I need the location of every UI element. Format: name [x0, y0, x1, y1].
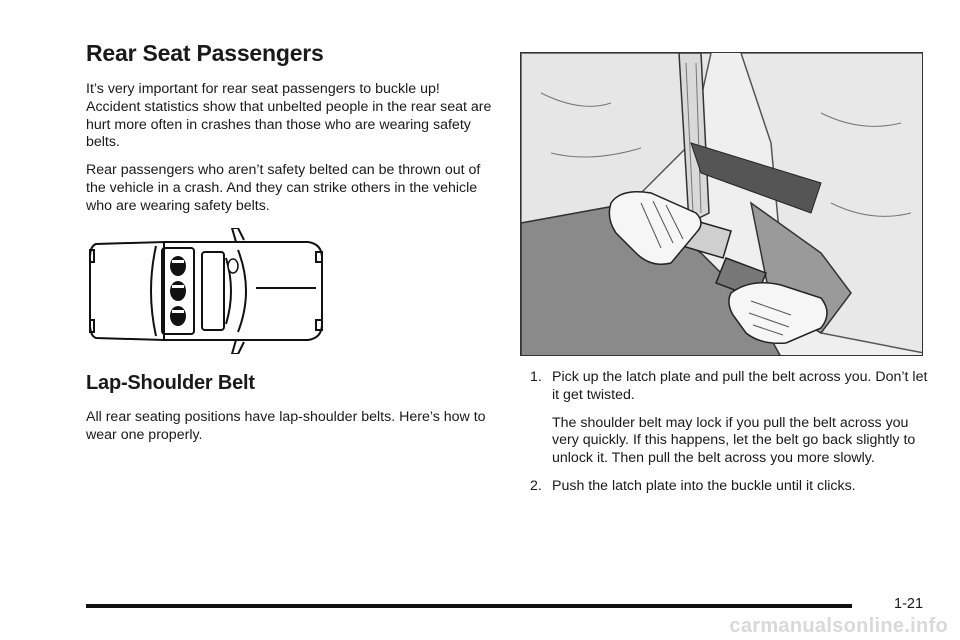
step-number: 2.: [530, 477, 542, 494]
section-heading-lap-shoulder: Lap-Shoulder Belt: [86, 372, 255, 394]
step-2-text: Push the latch plate into the buckle until it clicks.: [552, 477, 856, 494]
step-1-note: The shoulder belt may lock if you pull the belt across you very quickly. If this happens, let the belt go back slightly to unlock it. Then pull the belt across you more slowly.: [552, 414, 916, 467]
steps-list: [530, 369, 928, 496]
page-number: 1-21: [894, 596, 924, 612]
buckle-latch-illustration: [520, 52, 923, 356]
lap-shoulder-section: [86, 372, 494, 455]
step-1-text: Pick up the latch plate and pull the belt across you. Don’t let it get twisted.: [552, 369, 928, 403]
section-heading-rear-seat: Rear Seat Passengers: [86, 40, 324, 66]
paragraph-buckle-up: It’s very important for rear seat passengers to buckle up! Accident statistics show that unbelted people in the rear seat are hurt more often in crashes than those who are wearing safety belts.: [86, 81, 492, 151]
left-column: [86, 40, 494, 226]
footer-rule: [86, 604, 852, 608]
rear-seat-vehicle-diagram: [86, 228, 326, 354]
step-1: [530, 369, 928, 468]
step-number: 1.: [530, 369, 542, 385]
paragraph-thrown-out: Rear passengers who aren’t safety belted can be thrown out of the vehicle in a crash. And they can strike others in the vehicle who are wearing safety belts.: [86, 162, 481, 214]
rear-occupants: [170, 256, 186, 326]
step-2: [530, 478, 928, 496]
paragraph-lap-shoulder: All rear seating positions have lap-shoulder belts. Here’s how to wear one properly.: [86, 409, 486, 443]
watermark: carmanualsonline.info: [729, 615, 948, 637]
instruction-steps: [530, 369, 928, 506]
